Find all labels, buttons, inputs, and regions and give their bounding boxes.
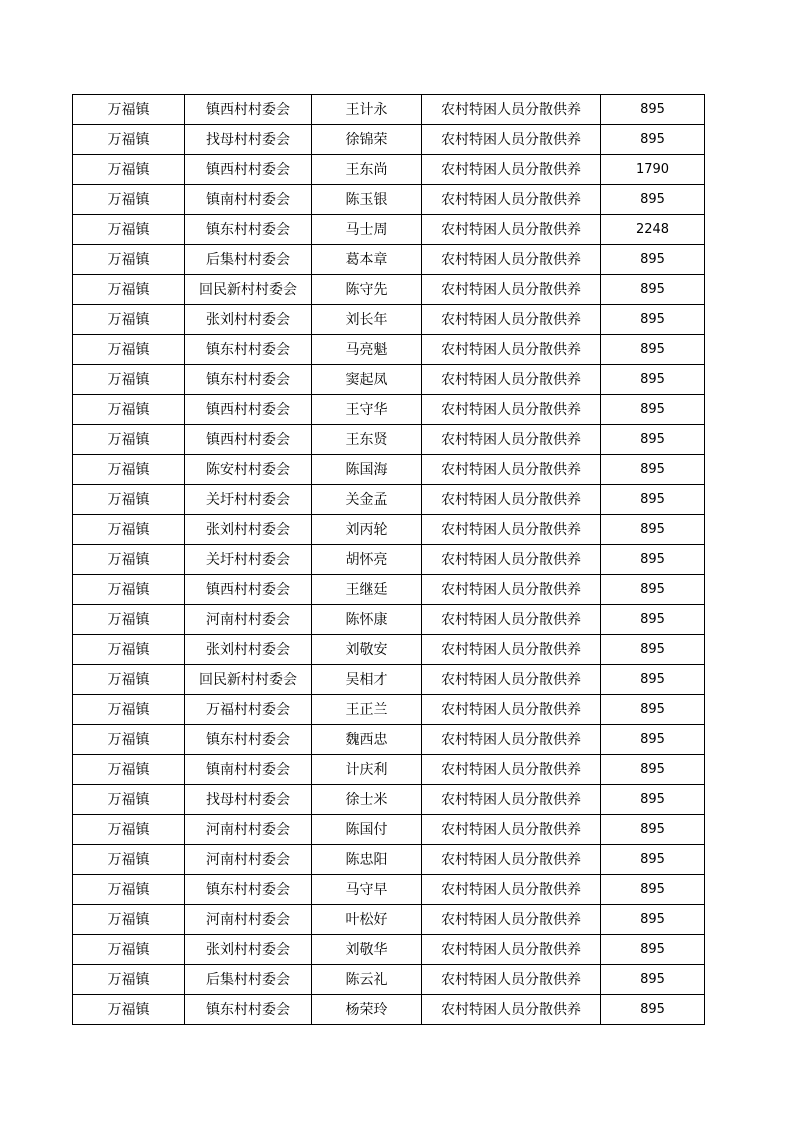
person-name-cell: 陈云礼: [312, 965, 422, 995]
town-cell: 万福镇: [73, 905, 185, 935]
roster-table-body: [73, 95, 705, 1025]
amount-cell: 895: [601, 95, 705, 125]
assistance-category-cell: 农村特困人员分散供养: [422, 605, 601, 635]
town-cell: 万福镇: [73, 605, 185, 635]
table-row: [73, 755, 705, 785]
person-name-cell: 葛本章: [312, 245, 422, 275]
assistance-category-cell: 农村特困人员分散供养: [422, 485, 601, 515]
assistance-category-cell: 农村特困人员分散供养: [422, 455, 601, 485]
table-row: [73, 515, 705, 545]
table-row: [73, 785, 705, 815]
person-name-cell: 叶松好: [312, 905, 422, 935]
village-committee-cell: 关圩村村委会: [185, 485, 312, 515]
person-name-cell: 刘丙轮: [312, 515, 422, 545]
person-name-cell: 王守华: [312, 395, 422, 425]
assistance-category-cell: 农村特困人员分散供养: [422, 215, 601, 245]
village-committee-cell: 镇西村村委会: [185, 575, 312, 605]
village-committee-cell: 镇南村村委会: [185, 185, 312, 215]
amount-cell: 895: [601, 515, 705, 545]
amount-cell: 895: [601, 635, 705, 665]
assistance-category-cell: 农村特困人员分散供养: [422, 125, 601, 155]
town-cell: 万福镇: [73, 845, 185, 875]
town-cell: 万福镇: [73, 695, 185, 725]
town-cell: 万福镇: [73, 335, 185, 365]
table-row: [73, 395, 705, 425]
assistance-category-cell: 农村特困人员分散供养: [422, 755, 601, 785]
table-row: [73, 695, 705, 725]
table-row: [73, 905, 705, 935]
amount-cell: 895: [601, 485, 705, 515]
town-cell: 万福镇: [73, 965, 185, 995]
village-committee-cell: 张刘村村委会: [185, 305, 312, 335]
village-committee-cell: 后集村村委会: [185, 245, 312, 275]
amount-cell: 895: [601, 335, 705, 365]
town-cell: 万福镇: [73, 185, 185, 215]
village-committee-cell: 回民新村村委会: [185, 665, 312, 695]
amount-cell: 895: [601, 995, 705, 1025]
assistance-category-cell: 农村特困人员分散供养: [422, 275, 601, 305]
amount-cell: 895: [601, 725, 705, 755]
amount-cell: 1790: [601, 155, 705, 185]
assistance-category-cell: 农村特困人员分散供养: [422, 935, 601, 965]
village-committee-cell: 回民新村村委会: [185, 275, 312, 305]
village-committee-cell: 镇南村村委会: [185, 755, 312, 785]
table-row: [73, 815, 705, 845]
assistance-category-cell: 农村特困人员分散供养: [422, 725, 601, 755]
town-cell: 万福镇: [73, 215, 185, 245]
amount-cell: 895: [601, 185, 705, 215]
assistance-category-cell: 农村特困人员分散供养: [422, 995, 601, 1025]
table-row: [73, 125, 705, 155]
table-row: [73, 725, 705, 755]
table-row: [73, 995, 705, 1025]
table-row: [73, 635, 705, 665]
table-row: [73, 665, 705, 695]
village-committee-cell: 镇东村村委会: [185, 995, 312, 1025]
person-name-cell: 徐锦荣: [312, 125, 422, 155]
village-committee-cell: 镇西村村委会: [185, 155, 312, 185]
table-row: [73, 155, 705, 185]
village-committee-cell: 镇东村村委会: [185, 725, 312, 755]
amount-cell: 2248: [601, 215, 705, 245]
town-cell: 万福镇: [73, 935, 185, 965]
village-committee-cell: 镇东村村委会: [185, 215, 312, 245]
amount-cell: 895: [601, 875, 705, 905]
assistance-category-cell: 农村特困人员分散供养: [422, 335, 601, 365]
village-committee-cell: 张刘村村委会: [185, 635, 312, 665]
village-committee-cell: 镇东村村委会: [185, 875, 312, 905]
table-row: [73, 965, 705, 995]
village-committee-cell: 找母村村委会: [185, 785, 312, 815]
amount-cell: 895: [601, 245, 705, 275]
town-cell: 万福镇: [73, 365, 185, 395]
assistance-category-cell: 农村特困人员分散供养: [422, 155, 601, 185]
assistance-category-cell: 农村特困人员分散供养: [422, 785, 601, 815]
town-cell: 万福镇: [73, 515, 185, 545]
person-name-cell: 胡怀亮: [312, 545, 422, 575]
table-row: [73, 875, 705, 905]
town-cell: 万福镇: [73, 635, 185, 665]
town-cell: 万福镇: [73, 545, 185, 575]
table-row: [73, 185, 705, 215]
assistance-category-cell: 农村特困人员分散供养: [422, 515, 601, 545]
town-cell: 万福镇: [73, 275, 185, 305]
amount-cell: 895: [601, 785, 705, 815]
town-cell: 万福镇: [73, 725, 185, 755]
person-name-cell: 王计永: [312, 95, 422, 125]
village-committee-cell: 万福村村委会: [185, 695, 312, 725]
town-cell: 万福镇: [73, 125, 185, 155]
amount-cell: 895: [601, 605, 705, 635]
assistance-category-cell: 农村特困人员分散供养: [422, 905, 601, 935]
amount-cell: 895: [601, 425, 705, 455]
town-cell: 万福镇: [73, 575, 185, 605]
amount-cell: 895: [601, 695, 705, 725]
person-name-cell: 马亮魁: [312, 335, 422, 365]
person-name-cell: 王正兰: [312, 695, 422, 725]
person-name-cell: 陈守先: [312, 275, 422, 305]
person-name-cell: 徐士米: [312, 785, 422, 815]
amount-cell: 895: [601, 125, 705, 155]
person-name-cell: 魏西忠: [312, 725, 422, 755]
amount-cell: 895: [601, 845, 705, 875]
town-cell: 万福镇: [73, 95, 185, 125]
table-row: [73, 95, 705, 125]
town-cell: 万福镇: [73, 875, 185, 905]
table-row: [73, 455, 705, 485]
village-committee-cell: 找母村村委会: [185, 125, 312, 155]
person-name-cell: 陈国付: [312, 815, 422, 845]
assistance-category-cell: 农村特困人员分散供养: [422, 875, 601, 905]
village-committee-cell: 后集村村委会: [185, 965, 312, 995]
amount-cell: 895: [601, 305, 705, 335]
village-committee-cell: 镇东村村委会: [185, 365, 312, 395]
table-row: [73, 425, 705, 455]
town-cell: 万福镇: [73, 455, 185, 485]
village-committee-cell: 镇西村村委会: [185, 95, 312, 125]
village-committee-cell: 镇西村村委会: [185, 395, 312, 425]
amount-cell: 895: [601, 965, 705, 995]
table-row: [73, 365, 705, 395]
assistance-category-cell: 农村特困人员分散供养: [422, 545, 601, 575]
assistance-category-cell: 农村特困人员分散供养: [422, 95, 601, 125]
assistance-category-cell: 农村特困人员分散供养: [422, 635, 601, 665]
person-name-cell: 马守早: [312, 875, 422, 905]
person-name-cell: 王东贤: [312, 425, 422, 455]
village-committee-cell: 张刘村村委会: [185, 935, 312, 965]
town-cell: 万福镇: [73, 815, 185, 845]
amount-cell: 895: [601, 575, 705, 605]
table-row: [73, 305, 705, 335]
village-committee-cell: 河南村村委会: [185, 605, 312, 635]
person-name-cell: 陈忠阳: [312, 845, 422, 875]
assistance-category-cell: 农村特困人员分散供养: [422, 395, 601, 425]
table-row: [73, 545, 705, 575]
person-name-cell: 窦起凤: [312, 365, 422, 395]
table-row: [73, 575, 705, 605]
village-committee-cell: 张刘村村委会: [185, 515, 312, 545]
assistance-category-cell: 农村特困人员分散供养: [422, 665, 601, 695]
town-cell: 万福镇: [73, 425, 185, 455]
amount-cell: 895: [601, 545, 705, 575]
amount-cell: 895: [601, 905, 705, 935]
table-row: [73, 245, 705, 275]
village-committee-cell: 河南村村委会: [185, 905, 312, 935]
person-name-cell: 陈玉银: [312, 185, 422, 215]
village-committee-cell: 河南村村委会: [185, 845, 312, 875]
amount-cell: 895: [601, 665, 705, 695]
village-committee-cell: 陈安村村委会: [185, 455, 312, 485]
town-cell: 万福镇: [73, 485, 185, 515]
person-name-cell: 关金孟: [312, 485, 422, 515]
assistance-category-cell: 农村特困人员分散供养: [422, 695, 601, 725]
person-name-cell: 陈国海: [312, 455, 422, 485]
person-name-cell: 王东尚: [312, 155, 422, 185]
person-name-cell: 刘敬华: [312, 935, 422, 965]
person-name-cell: 刘敬安: [312, 635, 422, 665]
amount-cell: 895: [601, 365, 705, 395]
assistance-category-cell: 农村特困人员分散供养: [422, 185, 601, 215]
town-cell: 万福镇: [73, 995, 185, 1025]
town-cell: 万福镇: [73, 305, 185, 335]
town-cell: 万福镇: [73, 755, 185, 785]
assistance-category-cell: 农村特困人员分散供养: [422, 365, 601, 395]
village-committee-cell: 河南村村委会: [185, 815, 312, 845]
town-cell: 万福镇: [73, 245, 185, 275]
person-name-cell: 杨荣玲: [312, 995, 422, 1025]
assistance-category-cell: 农村特困人员分散供养: [422, 305, 601, 335]
table-row: [73, 605, 705, 635]
amount-cell: 895: [601, 275, 705, 305]
table-row: [73, 935, 705, 965]
assistance-category-cell: 农村特困人员分散供养: [422, 965, 601, 995]
person-name-cell: 王继廷: [312, 575, 422, 605]
table-row: [73, 485, 705, 515]
table-row: [73, 275, 705, 305]
amount-cell: 895: [601, 455, 705, 485]
document-table-container: [72, 94, 704, 1025]
person-name-cell: 计庆利: [312, 755, 422, 785]
village-committee-cell: 关圩村村委会: [185, 545, 312, 575]
amount-cell: 895: [601, 815, 705, 845]
person-name-cell: 陈怀康: [312, 605, 422, 635]
person-name-cell: 马士周: [312, 215, 422, 245]
person-name-cell: 刘长年: [312, 305, 422, 335]
town-cell: 万福镇: [73, 155, 185, 185]
village-committee-cell: 镇西村村委会: [185, 425, 312, 455]
amount-cell: 895: [601, 755, 705, 785]
assistance-category-cell: 农村特困人员分散供养: [422, 575, 601, 605]
assistance-roster-table: [72, 94, 705, 1025]
table-row: [73, 215, 705, 245]
town-cell: 万福镇: [73, 395, 185, 425]
assistance-category-cell: 农村特困人员分散供养: [422, 815, 601, 845]
amount-cell: 895: [601, 395, 705, 425]
assistance-category-cell: 农村特困人员分散供养: [422, 245, 601, 275]
assistance-category-cell: 农村特困人员分散供养: [422, 425, 601, 455]
person-name-cell: 吴相才: [312, 665, 422, 695]
assistance-category-cell: 农村特困人员分散供养: [422, 845, 601, 875]
town-cell: 万福镇: [73, 665, 185, 695]
amount-cell: 895: [601, 935, 705, 965]
town-cell: 万福镇: [73, 785, 185, 815]
village-committee-cell: 镇东村村委会: [185, 335, 312, 365]
table-row: [73, 335, 705, 365]
table-row: [73, 845, 705, 875]
